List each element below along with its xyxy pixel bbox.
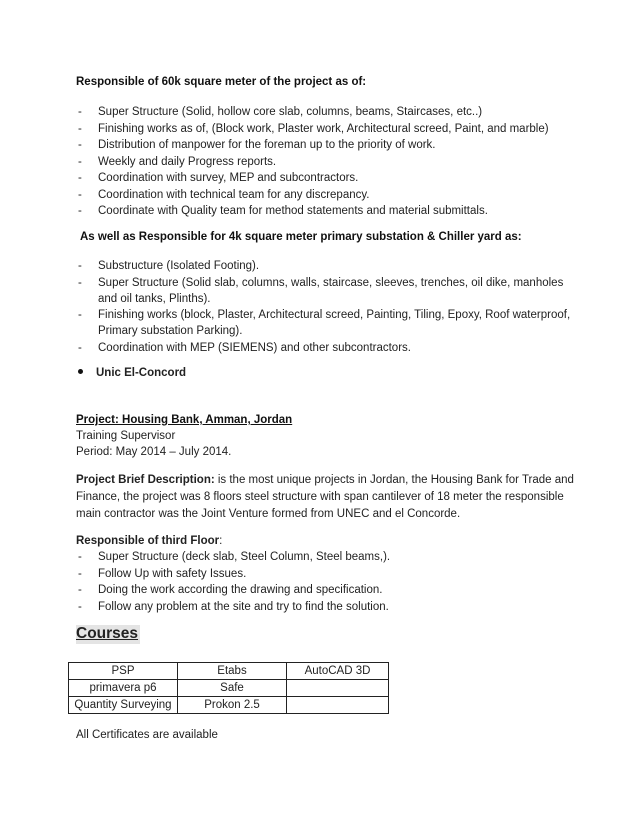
table-cell: primavera p6 <box>69 680 178 697</box>
table-cell: Etabs <box>178 663 287 680</box>
project-title: Project: Housing Bank, Amman, Jordan <box>76 414 293 426</box>
project-brief <box>76 472 576 523</box>
list-item: - Coordinate with Quality team for method statements and material submittals. <box>78 203 578 219</box>
list-item: - Coordination with MEP (SIEMENS) and other subcontractors. <box>78 340 578 356</box>
certificates-note: All Certificates are available <box>76 729 218 741</box>
courses-table <box>68 662 389 714</box>
list-item: - Follow Up with safety Issues. <box>78 566 578 582</box>
list-item: - Finishing works as of, (Block work, Plaster work, Architectural screed, Paint, and marble) <box>78 121 578 137</box>
project-brief-text: is the most unique projects in Jordan, the Housing Bank for Trade and Finance, the project was 8 floors steel structure with span cantilever of 18 meter the responsible main contractor was the Joint Venture formed from UNEC and el Concorde. <box>76 474 574 520</box>
list-item: - Follow any problem at the site and try to find the solution. <box>78 599 578 615</box>
table-cell: Prokon 2.5 <box>178 697 287 714</box>
list-item: - Coordination with technical team for any discrepancy. <box>78 187 578 203</box>
table-row <box>69 663 389 680</box>
bullet-dot-icon <box>78 369 83 374</box>
section2-heading: As well as Responsible for 4k square meter primary substation & Chiller yard as: <box>80 231 522 243</box>
project-role: Training Supervisor <box>76 430 176 442</box>
table-cell <box>287 680 389 697</box>
company-bullet <box>78 367 186 379</box>
table-cell: PSP <box>69 663 178 680</box>
section1-list <box>78 104 578 220</box>
list-item: - Super Structure (Solid, hollow core slab, columns, beams, Staircases, etc..) <box>78 104 578 120</box>
list-item: - Coordination with survey, MEP and subcontractors. <box>78 170 578 186</box>
table-cell: AutoCAD 3D <box>287 663 389 680</box>
table-row <box>69 697 389 714</box>
table-cell: Safe <box>178 680 287 697</box>
project-brief-label: Project Brief Description: <box>76 474 215 486</box>
section2-list <box>78 258 578 356</box>
list-item: - Weekly and daily Progress reports. <box>78 154 578 170</box>
section1-heading: Responsible of 60k square meter of the project as of: <box>76 76 367 88</box>
list-item: - Substructure (Isolated Footing). <box>78 258 578 274</box>
list-item: - Doing the work according the drawing and specification. <box>78 582 578 598</box>
project-period: Period: May 2014 – July 2014. <box>76 446 232 458</box>
list-item: - Super Structure (deck slab, Steel Column, Steel beams,). <box>78 549 578 565</box>
table-cell: Quantity Surveying <box>69 697 178 714</box>
list-item: - Super Structure (Solid slab, columns, walls, staircase, sleeves, trenches, oil dike, manholes and oil tanks, Plinths). <box>78 275 578 307</box>
list-item: - Finishing works (block, Plaster, Architectural screed, Painting, Tiling, Epoxy, Roof waterproof, Primary substation Parking). <box>78 307 578 339</box>
floor-heading: Responsible of third Floor: <box>76 535 223 547</box>
company-name: Unic El-Concord <box>96 367 187 379</box>
courses-heading: Courses <box>76 625 139 642</box>
table-row <box>69 680 389 697</box>
floor-list <box>78 549 578 615</box>
table-cell <box>287 697 389 714</box>
list-item: - Distribution of manpower for the foreman up to the priority of work. <box>78 137 578 153</box>
